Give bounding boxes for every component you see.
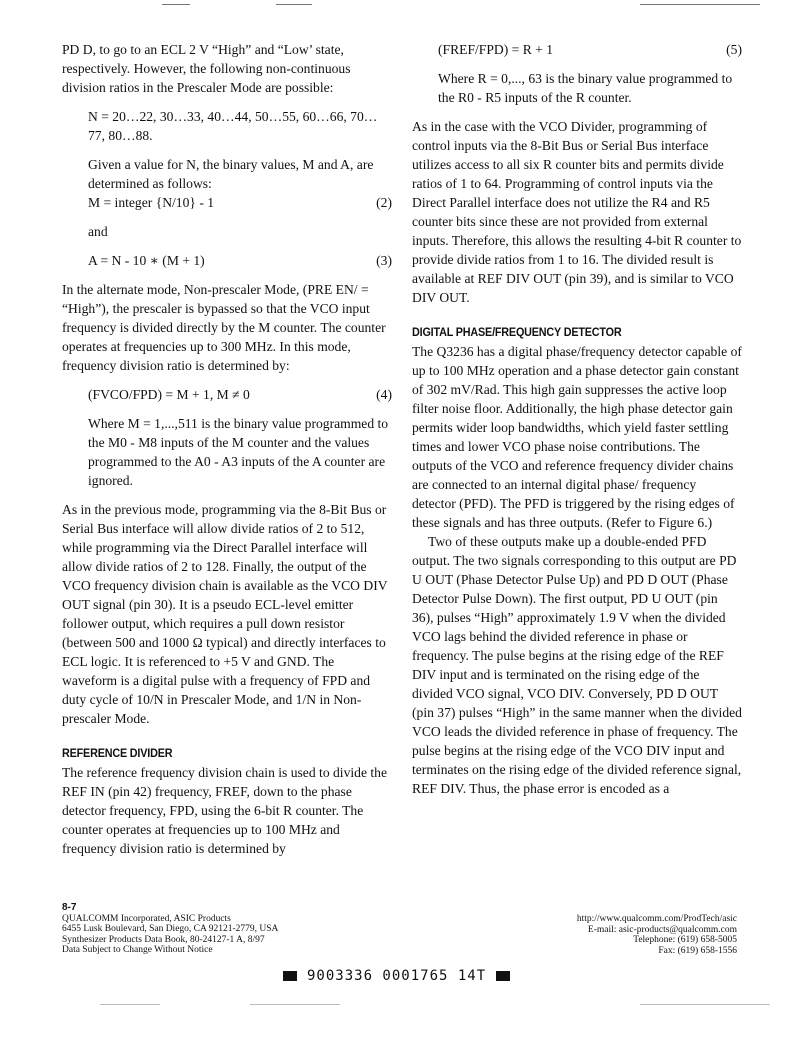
equation-text: (FREF/FPD) = R + 1 [438,42,554,57]
paragraph: In the alternate mode, Non-prescaler Mode, (PRE EN/ = “High”), the prescaler is bypassed so that the VCO input frequency is divided directly by the M counter. The counter operates at frequencies up to 300 MHz. In this mode, frequency division ratio is determined by: [62,282,386,373]
footer-right [577,914,737,956]
paragraph: The Q3236 has a digital phase/frequency detector capable of up to 100 MHz operation and a phase detector gain constant of 302 mV/Rad. This high gain suppresses the active loop filter noise floor. Additionally, the high phase detector gain permits wider loop bandwidths, which yield faster settling times and lower VCO phase noise contributions. The outputs of the VCO and reference frequency divider chains are connected to an internal digital phase/ frequency detector (PFD). The PFD is triggered by the rising edges of these signals and has three outputs. (Refer to Figure 6.) [412,344,742,530]
page-number: 8-7 [62,902,77,913]
n-values: N = 20…22, 30…33, 40…44, 50…55, 60…66, 70…77, 80…88. [88,109,378,143]
equation-text: (FVCO/FPD) = M + 1, M ≠ 0 [88,387,250,402]
footer-company: QUALCOMM Incorporated, ASIC Products [62,913,231,924]
footer-fax: Fax: (619) 658-1556 [658,945,737,956]
equation-5 [412,40,742,59]
equation-text: M = integer {N/10} - 1 [88,195,215,210]
barcode-text: 9003336 0001765 14T [307,968,487,984]
footer-book: Synthesizer Products Data Book, 80-24127-1 A, 8/97 [62,934,265,945]
paragraph: Given a value for N, the binary values, M and A, are determined as follows: [88,157,374,191]
scan-top-marks [0,3,799,7]
footer-address: 6455 Lusk Boulevard, San Diego, CA 92121-2779, USA [62,924,279,934]
paragraph: PD D, to go to an ECL 2 V “High” and “Low’ state, respectively. However, the following non-continuous division ratios in the Prescaler Mode are possible: [62,42,351,95]
paragraph: and [88,224,108,239]
equation-text: A = N - 10 ∗ (M + 1) [88,253,205,268]
equation-number: (2) [376,195,392,210]
paragraph: Where R = 0,..., 63 is the binary value programmed to the R0 - R5 inputs of the R counter. [438,71,733,105]
barcode-block-left [283,971,297,981]
equation-number: (5) [726,42,742,57]
scan-bottom-marks [0,1003,799,1007]
footer-notice: Data Subject to Change Without Notice [62,945,213,955]
footer-telephone: Telephone: (619) 658-5005 [633,935,737,945]
footer-email: E-mail: asic-products@qualcomm.com [587,924,737,935]
paragraph: Where M = 1,...,511 is the binary value programmed to the M0 - M8 inputs of the M counter and the values programmed to the A0 - A3 inputs of the A counter are ignored. [88,416,389,488]
barcode-line [283,968,510,984]
left-column [62,40,392,858]
equation-4 [62,385,392,404]
equation-number: (3) [376,253,392,268]
paragraph: Two of these outputs make up a double-ended PFD output. The two signals corresponding to this output are PD U OUT (Phase Detector Pulse Up) and PD D OUT (Phase Detector Pulse Down). The first output, PD U OUT (pin 36), pulses “High” approximately 1.9 V when the divided VCO lags behind the divided reference in phase or frequency. The pulse begins at the rising edge of the REF DIV input and is terminated on the rising edge of the divided VCO signal, VCO DIV. Conversely, PD D OUT (pin 37) pulses “High” in the same manner when the divided VCO leads the divided reference in phase of frequency. The pulse begins at the rising edge of the VCO DIV input and terminates on the rising edge of the divided reference signal, REF DIV. Thus, the phase error is encoded as a [412,534,742,796]
section-heading: DIGITAL PHASE/FREQUENCY DETECTOR [412,325,622,339]
equation-3 [62,251,392,270]
barcode-block-right [496,971,510,981]
equation-number: (4) [376,387,392,402]
footer-left [62,903,278,956]
right-column [412,40,742,798]
paragraph: The reference frequency division chain is used to divide the REF IN (pin 42) frequency, FREF, down to the phase detector frequency, FPD, using the 6-bit R counter. The counter operates at frequencies up to 100 MHz and frequency division ratio is determined by [62,765,387,856]
footer-url: http://www.qualcomm.com/ProdTech/asic [576,914,737,924]
paragraph: As in the case with the VCO Divider, programming of control inputs via the 8-Bit Bus or Serial Bus interface utilizes access to all six R counter bits and permits divide ratios of 1 to 64. Programming of control inputs via the Direct Parallel interface does not utilize the R4 and R5 counter bits since these are not provided from external inputs. Therefore, this allows the resulting 4-bit R counter to provide divide ratios from 1 to 16. The divided result is available at REF DIV OUT (pin 39), and is similar to VCO DIV OUT. [412,119,742,305]
equation-2 [62,193,392,212]
section-heading: REFERENCE DIVIDER [62,746,173,760]
paragraph: As in the previous mode, programming via the 8-Bit Bus or Serial Bus interface will allow divide ratios of 2 to 512, while programming via the Direct Parallel interface will allow divide ratios of 2 to 128. Finally, the output of the VCO frequency division chain is available as the VCO DIV OUT signal (pin 30). It is a pseudo ECL-level emitter follower output, which requires a pull down resistor (between 500 and 1000 Ω typical) and directly interfaces to ECL logic. It is referenced to +5 V and GND. The waveform is a digital pulse with a frequency of FPD and duty cycle of 10/N in Prescaler Mode, and 1/N in Non-prescaler Mode. [62,502,388,726]
